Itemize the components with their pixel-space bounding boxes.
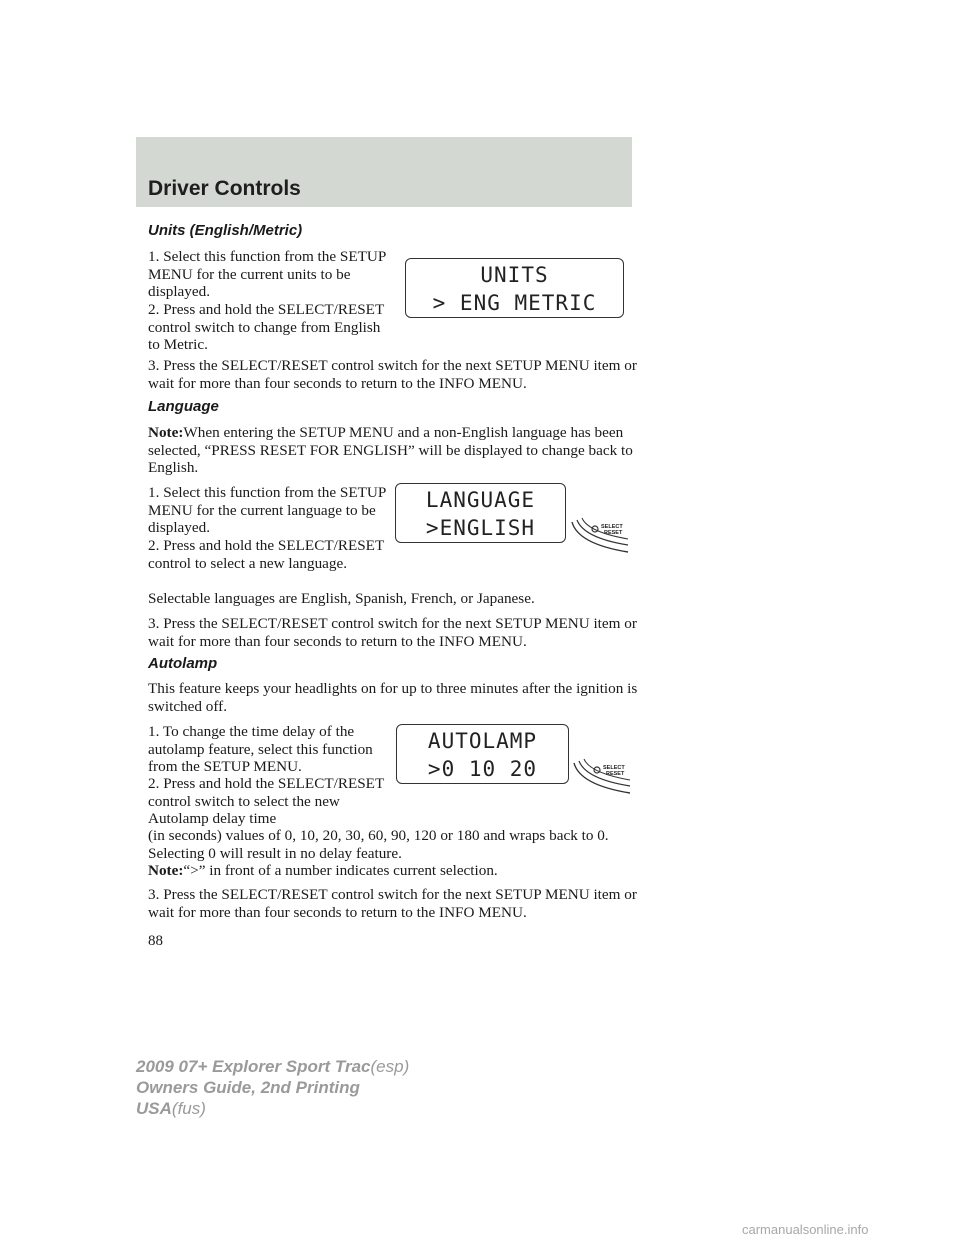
- autolamp-lcd-display: [396, 724, 569, 784]
- language-display-line-2: >ENGLISH: [425, 516, 536, 540]
- language-button-label-1: SELECT: [601, 524, 623, 530]
- footer-model-line: [136, 1056, 409, 1077]
- section-title: Driver Controls: [148, 177, 301, 200]
- document-footer: [136, 1056, 409, 1119]
- autolamp-step-3: 3. Press the SELECT/RESET control switch for the next SETUP MENU item or wait for more than four seconds to return to the INFO MENU.: [148, 886, 637, 921]
- units-step-2: 2. Press and hold the SELECT/RESET control switch to change from English to Metric.: [148, 301, 384, 353]
- language-step-1: 1. Select this function from the SETUP MENU for the current language to be displayed.: [148, 484, 386, 536]
- autolamp-heading: Autolamp: [148, 655, 218, 672]
- language-step-3: 3. Press the SELECT/RESET control switch for the next SETUP MENU item or wait for more than four seconds to return to the INFO MENU.: [148, 615, 637, 650]
- autolamp-button-label-2: RESET: [606, 771, 625, 777]
- language-step-2: 2. Press and hold the SELECT/RESET control to select a new language.: [148, 537, 384, 572]
- footer-model-code: (esp): [370, 1057, 410, 1076]
- section-header-band: [136, 137, 632, 207]
- autolamp-note-label: Note:: [148, 862, 184, 879]
- autolamp-display-line-2: >0 10 20: [427, 757, 538, 781]
- language-selectable: Selectable languages are English, Spanish, French, or Japanese.: [148, 590, 535, 607]
- autolamp-note: [148, 862, 638, 880]
- units-display-line-1: UNITS: [480, 263, 549, 287]
- units-lcd-display: [405, 258, 624, 318]
- autolamp-intro: This feature keeps your headlights on for up to three minutes after the ignition is switched off.: [148, 680, 638, 715]
- units-step-1: 1. Select this function from the SETUP MENU for the current units to be displayed.: [148, 248, 386, 300]
- autolamp-display-line-1: AUTOLAMP: [427, 729, 538, 753]
- language-display-line-1: LANGUAGE: [425, 488, 536, 512]
- autolamp-button-label-1: SELECT: [603, 765, 625, 771]
- footer-market-line: [136, 1098, 409, 1119]
- autolamp-note-text: “>” in front of a number indicates current selection.: [183, 862, 498, 879]
- language-note-label: Note:: [148, 424, 184, 441]
- language-heading: Language: [148, 398, 219, 415]
- language-lcd-display: [395, 483, 566, 543]
- autolamp-select-reset-switch: [570, 753, 634, 799]
- autolamp-step-2b: (in seconds) values of 0, 10, 20, 30, 60, 90, 120 or 180 and wraps back to 0. Selecting 0 will result in no delay feature.: [148, 827, 609, 862]
- footer-guide: Owners Guide, 2nd Printing: [136, 1078, 360, 1097]
- footer-market-code: (fus): [171, 1099, 206, 1118]
- autolamp-step-2a: 2. Press and hold the SELECT/RESET control switch to select the new Autolamp delay time: [148, 775, 384, 827]
- footer-guide-line: [136, 1077, 409, 1098]
- page-number: 88: [148, 933, 163, 949]
- units-step-3: 3. Press the SELECT/RESET control switch for the next SETUP MENU item or wait for more than four seconds to return to the INFO MENU.: [148, 357, 637, 392]
- language-note-text: When entering the SETUP MENU and a non-English language has been selected, “PRESS RESET FOR ENGLISH” will be displayed to change back to English.: [148, 424, 633, 476]
- units-heading: Units (English/Metric): [148, 222, 303, 239]
- language-button-label-2: RESET: [604, 530, 623, 536]
- language-select-reset-switch: [568, 512, 632, 558]
- footer-model: 2009 07+ Explorer Sport Trac: [136, 1057, 371, 1076]
- site-watermark: carmanualsonline.info: [742, 1222, 869, 1237]
- autolamp-step-1: 1. To change the time delay of the autolamp feature, select this function from the SETUP MENU.: [148, 723, 373, 775]
- units-display-line-2: > ENG METRIC: [432, 291, 597, 315]
- language-note: [148, 424, 638, 477]
- footer-market: USA: [136, 1099, 172, 1118]
